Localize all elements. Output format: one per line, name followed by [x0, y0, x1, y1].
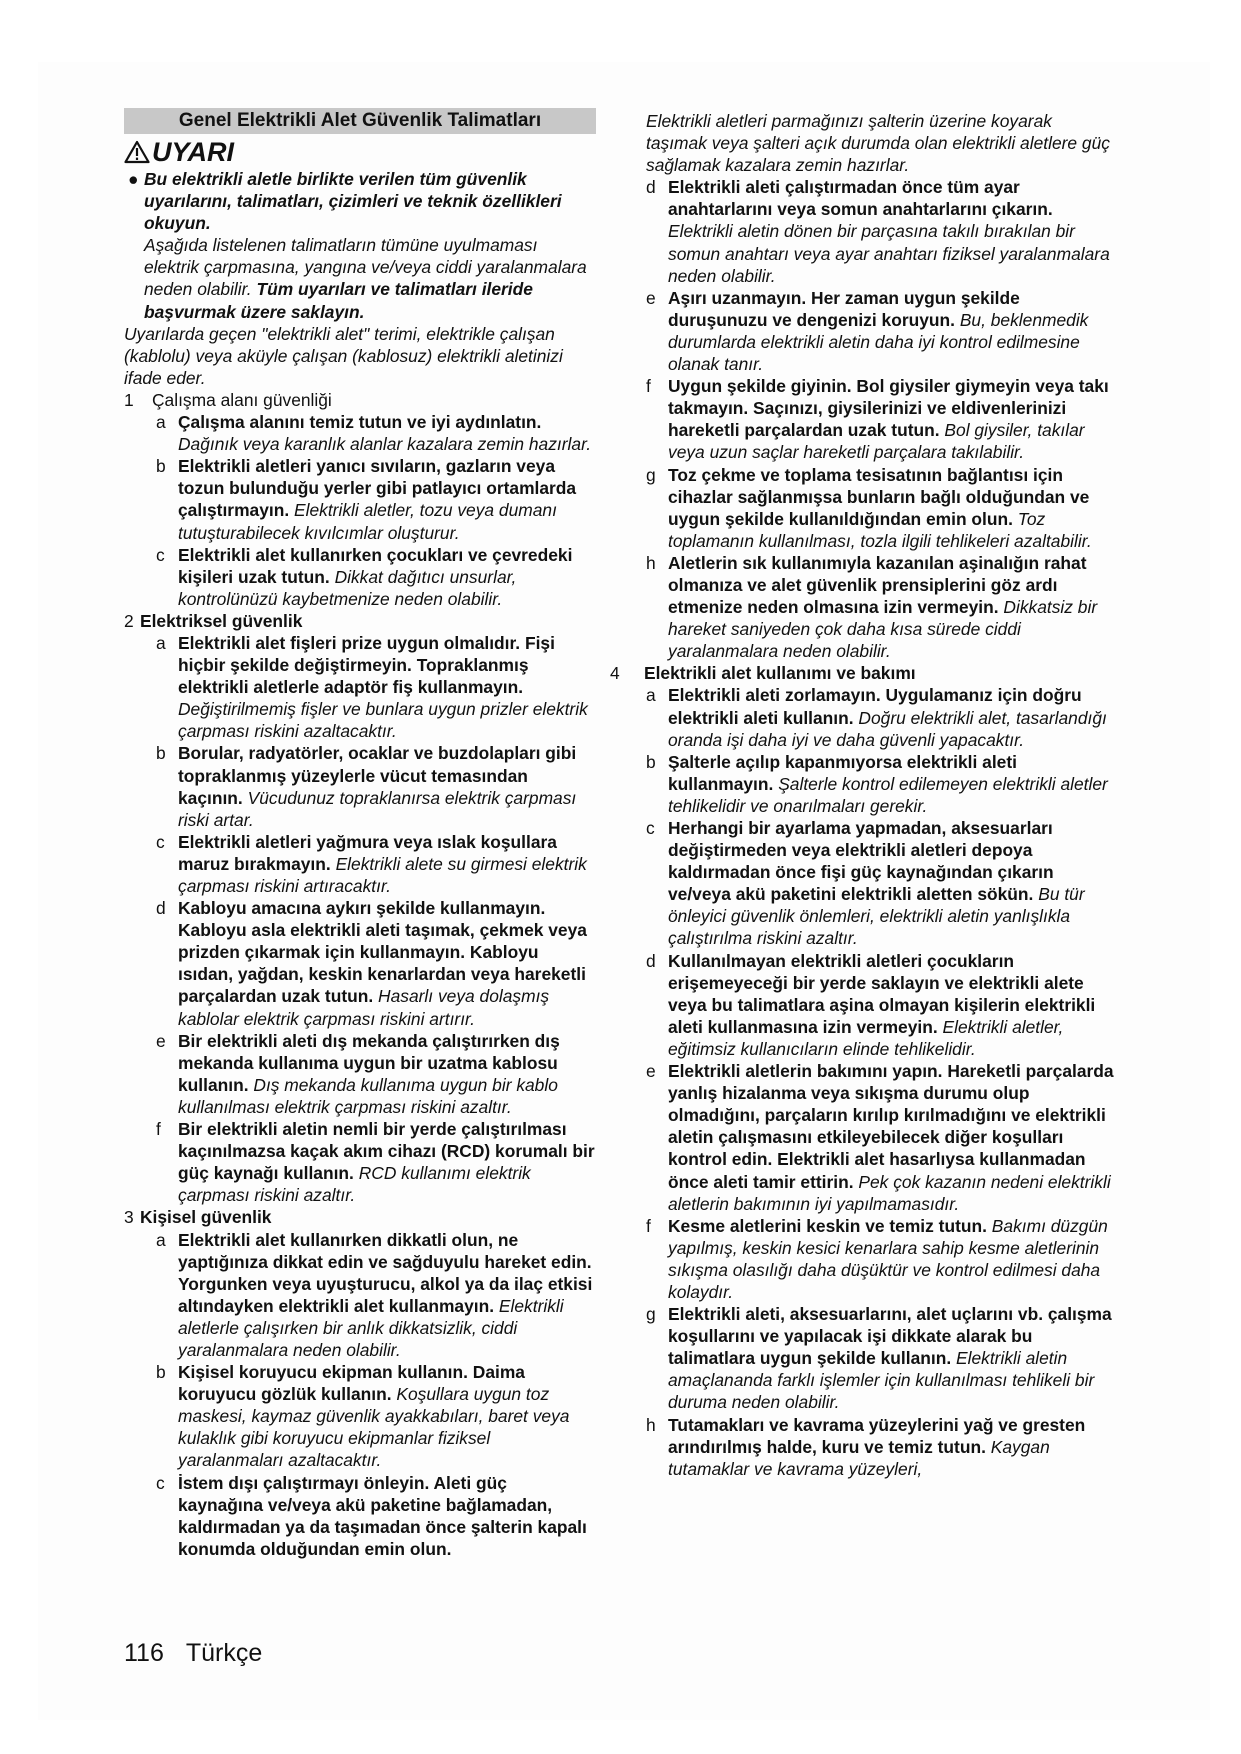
item-italic: Hasarlı veya dolaşmış kablolar elektrik çarpması riskini artırır. [178, 986, 550, 1029]
section-number: 4 [610, 663, 620, 684]
item-bold: Uygun şekilde giyinin. Bol giysiler giymeyin veya takı takmayın. Saçınızı, giysilerinizi ve eldivenlerinizi hareketli parçalardan uzak tutun. [668, 376, 1109, 441]
item-letter: c [156, 831, 165, 852]
list-item [124, 1229, 596, 1362]
section-title: Kişisel güvenlik [140, 1207, 272, 1228]
warning-label: UYARI [152, 137, 235, 167]
list-item [124, 742, 596, 830]
item-letter: b [156, 456, 166, 477]
item-bold: Elektrikli alet kullanırken dikkatli olun, ne yaptığınıza dikkat edin ve sağduyulu hareket edin. Yorgunken veya uyuşturucu, alkol ya da ilaç etkisi altındayken elektrikli alet kullanmayın. [178, 1229, 593, 1316]
item-italic: Elektrikli aletlerle çalışırken bir anlık dikkatsizlik, ciddi yaralanmalara neden olabilir. [178, 1295, 564, 1360]
list-item [642, 287, 1116, 375]
section-header: Genel Elektrikli Alet Güvenlik Talimatları [124, 108, 596, 134]
item-italic: Dağınık veya karanlık alanlar kazalara zemin hazırlar. [178, 434, 592, 455]
item-letter: a [156, 632, 166, 653]
item-bold: İstem dışı çalıştırmayı önleyin. Aleti güç kaynağına ve/veya akü paketine bağlamadan, kaldırmadan ya da taşımadan önce şalterin kapalı konumda olduğundan emin olun. [178, 1472, 587, 1559]
list-item [642, 1414, 1116, 1480]
item-bold: Çalışma alanını temiz tutun ve iyi aydınlatın. [178, 412, 542, 433]
list-item [124, 831, 596, 897]
list-item [642, 552, 1116, 662]
item-italic: Bol giysiler, takılar veya uzun saçlar hareketli parçalara takılabilir. [668, 420, 1085, 463]
section-4 [610, 662, 1116, 684]
section-number: 1 [124, 389, 134, 410]
list-item [642, 1303, 1116, 1413]
item-letter: g [646, 464, 656, 485]
item-bold: Kullanılmayan elektrikli aletleri çocukların erişemeyeceği bir yerde saklayın ve elektrikli alete veya bu talimatlara aşina olmayan kişilerin elektrikli aleti kullanmasına izin vermeyin. [668, 950, 1096, 1037]
list-item [124, 455, 596, 543]
footer-language: Türkçe [185, 1639, 263, 1667]
page-number: 116 [124, 1639, 164, 1667]
item-letter: d [156, 898, 166, 919]
list-item [124, 1361, 596, 1471]
item-letter: b [156, 1362, 166, 1383]
item-letter: a [156, 1229, 166, 1250]
item-italic: Bu, beklenmedik durumlarda elektrikli aletin daha iyi kontrol edilmesine olanak tanır. [668, 309, 1089, 375]
item-italic: Bu tür önleyici güvenlik önlemleri, elektrikli aletin yanlışlıkla çalıştırılma riskini azaltır. [668, 884, 1085, 949]
item-italic: Değiştirilmemiş fişler ve bunlara uygun prizler elektrik çarpması riskini azaltacaktır. [178, 699, 588, 742]
item-italic: Elektrikli aletin dönen bir parçasına takılı bırakılan bir somun anahtarı veya ayar anahtarı fiziksel yaralanmalara neden olabilir. [668, 221, 1110, 286]
section-title: Elektriksel güvenlik [140, 610, 303, 631]
item-italic: Şalterle kontrol edilemeyen elektrikli aletler tehlikelidir ve onarılmaları gerekir. [668, 773, 1108, 816]
item-bold: Aletlerin sık kullanımıyla kazanılan aşinalığın rahat olmanıza ve alet güvenlik prensiplerini göz ardı etmenize neden olmasına izin vermeyin. [668, 552, 1087, 618]
item-italic: Dikkatsiz bir hareket saniyeden çok daha kısa sürede ciddi yaralanmalara neden olabilir. [668, 597, 1098, 662]
list-item [642, 817, 1116, 950]
page-footer [124, 1638, 262, 1668]
intro-bullet [124, 168, 596, 323]
item-italic-continued: Elektrikli aletleri parmağınızı şalterin üzerine koyarak taşımak veya şalteri açık durumda olan elektrikli aletlere güç sağlamak kazalara zemin hazırlar. [646, 111, 1110, 176]
item-letter: e [646, 287, 656, 308]
item-letter: c [156, 1472, 165, 1493]
item-letter: b [156, 743, 166, 764]
item-italic: Elektrikli aletin amaçlananda farklı işlemler için kullanılması tehlikeli bir duruma neden olabilir. [668, 1348, 1095, 1413]
item-italic: Elektrikli alete su girmesi elektrik çarpması riskini artıracaktır. [178, 853, 587, 896]
section-title: Çalışma alanı güvenliği [152, 389, 332, 410]
section-3 [124, 1206, 596, 1228]
item-bold: Kesme aletlerini keskin ve temiz tutun. [668, 1215, 987, 1236]
item-bold: Elektrikli aletlerin bakımını yapın. Hareketli parçalarda yanlış hizalanma veya sıkışma durumu olup olmadığını, parçaların kırılıp kırılmadığını ve elektrikli aletin çalışmasını etkileyebilecek diğer koşulları kontrol edin. Elektrikli alet hasarlıysa kullanmadan önce aleti tamir ettirin. [668, 1061, 1114, 1192]
section-number: 2 [124, 610, 134, 631]
item-italic: Kaygan tutamaklar ve kavrama yüzeyleri, [668, 1436, 1050, 1479]
left-column [124, 108, 596, 1560]
item-letter: h [646, 1414, 656, 1435]
list-item [124, 411, 596, 455]
item-letter: a [156, 412, 166, 433]
list-item [124, 1118, 596, 1206]
list-item [642, 1060, 1116, 1215]
intro-italic: Aşağıda listelenen talimatların tümüne uyulmaması elektrik çarpmasına, yangına ve/veya ciddi yaralanmalara neden olabilir. [144, 235, 587, 300]
item-bold: Aşırı uzanmayın. Her zaman uygun şekilde duruşunuzu ve dengenizi koruyun. [668, 287, 1020, 330]
item-bold: Elektrikli aletleri yağmura veya ıslak koşullara maruz bırakmayın. [178, 831, 557, 874]
item-italic: RCD kullanımı elektrik çarpması riskini azaltır. [178, 1163, 531, 1206]
item-bold: Kişisel koruyucu ekipman kullanın. Daima koruyucu gözlük kullanın. [178, 1362, 525, 1405]
section-number: 3 [124, 1207, 134, 1228]
bullet-dot: ● [128, 169, 139, 189]
section-2 [124, 610, 596, 632]
intro-bold-tail: Tüm uyarıları ve talimatları ileride başvurmak üzere saklayın. [144, 279, 533, 322]
list-item [642, 751, 1116, 817]
item-bold: Borular, radyatörler, ocaklar ve buzdolapları gibi topraklanmış yüzeylerle vücut temasından kaçının. [178, 743, 577, 808]
intro-bold: Bu elektrikli aletle birlikte verilen tüm güvenlik uyarılarını, talimatları, çizimleri ve teknik özellikleri okuyun. [144, 169, 562, 234]
item-italic: Vücudunuz topraklanırsa elektrik çarpması riski artar. [178, 787, 577, 830]
list-item [642, 1215, 1116, 1303]
item-italic: Toz toplamanın kullanılması, tozla ilgili tehlikeleri azaltabilir. [668, 508, 1092, 551]
item-letter: b [646, 751, 656, 772]
list-item [124, 1472, 596, 1560]
item-letter: e [156, 1030, 166, 1051]
item-bold: Elektrikli alet kullanırken çocukları ve çevredeki kişileri uzak tutun. [178, 544, 573, 587]
warning-triangle-icon [124, 140, 150, 164]
item-letter: d [646, 950, 656, 971]
item-letter: e [646, 1061, 656, 1082]
item-letter: g [646, 1304, 656, 1325]
item-letter: c [646, 818, 655, 838]
item-bold: Toz çekme ve toplama tesisatının bağlantısı için cihazlar sağlanmışsa bunların bağlı olduğundan ve uygun şekilde kullanıldığından emin olun. [668, 464, 1090, 529]
item-bold: Elektrikli aleti çalıştırmadan önce tüm ayar anahtarlarını veya somun anahtarlarını çıkarın. [668, 177, 1053, 220]
list-item [642, 176, 1116, 286]
section-1 [124, 389, 596, 411]
list-item [642, 684, 1116, 750]
item-italic: Pek çok kazanın nedeni elektrikli aletlerin bakımının iyi yapılmamasıdır. [668, 1171, 1111, 1214]
item-letter: f [156, 1119, 161, 1140]
item-bold: Şalterle açılıp kapanmıyorsa elektrikli aleti kullanmayın. [668, 751, 1017, 794]
item-bold: Elektrikli aleti, aksesuarlarını, alet uçlarını vb. çalışma koşullarını ve yapılacak işi dikkate alarak bu talimatlara uygun şekilde kullanın. [668, 1304, 1112, 1369]
item-bold: Elektrikli aletleri yanıcı sıvıların, gazların veya tozun bulunduğu yerler gibi patlayıcı ortamlarda çalıştırmayın. [178, 456, 577, 521]
item-bold: Tutamakları ve kavrama yüzeylerini yağ ve gresten arındırılmış halde, kuru ve temiz tutun. [668, 1414, 1086, 1457]
item-bold: Elektrikli aleti zorlamayın. Uygulamanız için doğru elektrikli aleti kullanın. [668, 685, 1082, 728]
item-letter: c [156, 544, 165, 565]
item-letter: f [646, 376, 651, 397]
list-item [124, 632, 596, 742]
item-italic: Bakımı düzgün yapılmış, keskin kesici kenarlara sahip kesme aletlerinin sıkışma olasılığı daha düşüktür ve kontrol edilmesi daha kolaydır. [668, 1215, 1108, 1302]
item-bold: Bir elektrikli aleti dış mekanda çalıştırırken dış mekanda kullanıma uygun bir uzatma kablosu kullanın. [178, 1030, 560, 1095]
item-italic: Koşullara uygun toz maskesi, kaymaz güvenlik ayakkabıları, baret veya kulaklık gibi koruyucu ekipmanlar fiziksel yaralanmaları azaltacaktır. [178, 1384, 570, 1471]
right-column [610, 110, 1116, 1480]
item-italic: Doğru elektrikli alet, tasarlandığı oranda işi daha iyi ve daha güvenli yapacaktır. [668, 707, 1107, 750]
item-bold: Herhangi bir ayarlama yapmadan, aksesuarları değiştirmeden veya elektrikli aletleri depoya kaldırmadan önce fişi güç kaynağından çıkarın ve/veya akü paketini elektrikli aletten sökün. [668, 818, 1054, 905]
item-italic: Elektrikli aletler, eğitimsiz kullanıcıların elinde tehlikelidir. [668, 1016, 1064, 1059]
item-letter: d [646, 177, 656, 198]
list-item [642, 375, 1116, 463]
list-item [642, 950, 1116, 1060]
list-item [124, 1030, 596, 1118]
item-letter: f [646, 1215, 651, 1236]
item-bold: Bir elektrikli aletin nemli bir yerde çalıştırılması kaçınılmazsa kaçak akım cihazı (RCD) korumalı bir güç kaynağı kullanın. [178, 1119, 595, 1184]
warning-heading [124, 136, 596, 168]
item-letter: a [646, 685, 656, 706]
item-letter: h [646, 552, 656, 573]
intro-definition: Uyarılarda geçen "elektrikli alet" terimi, elektrikle çalışan (kablolu) veya aküyle çalışan (kablosuz) elektrikli aletinizi ifade eder. [124, 323, 563, 388]
list-item [124, 544, 596, 610]
item-italic: Dikkat dağıtıcı unsurlar, kontrolünüzü kaybetmenize neden olabilir. [178, 566, 517, 609]
item-italic: Dış mekanda kullanıma uygun bir kablo kullanılması elektrik çarpması riskini azaltır. [178, 1074, 558, 1117]
item-bold: Elektrikli alet fişleri prize uygun olmalıdır. Fişi hiçbir şekilde değiştirmeyin. Topraklanmış elektrikli aletlerle adaptör fiş kullanmayın. [178, 632, 555, 698]
section-title: Elektrikli alet kullanımı ve bakımı [644, 663, 916, 684]
item-bold: Kabloyu amacına aykırı şekilde kullanmayın. Kabloyu asla elektrikli aleti taşımak, çekmek veya prizden çıkarmak için kullanmayın. Kabloyu ısıdan, yağdan, keskin kenarlardan veya hareketli parçalardan uzak tutun. [178, 898, 587, 1007]
list-item [642, 464, 1116, 552]
list-item [124, 897, 596, 1030]
item-italic: Elektrikli aletler, tozu veya dumanı tutuşturabilecek kıvılcımlar oluşturur. [178, 500, 557, 543]
